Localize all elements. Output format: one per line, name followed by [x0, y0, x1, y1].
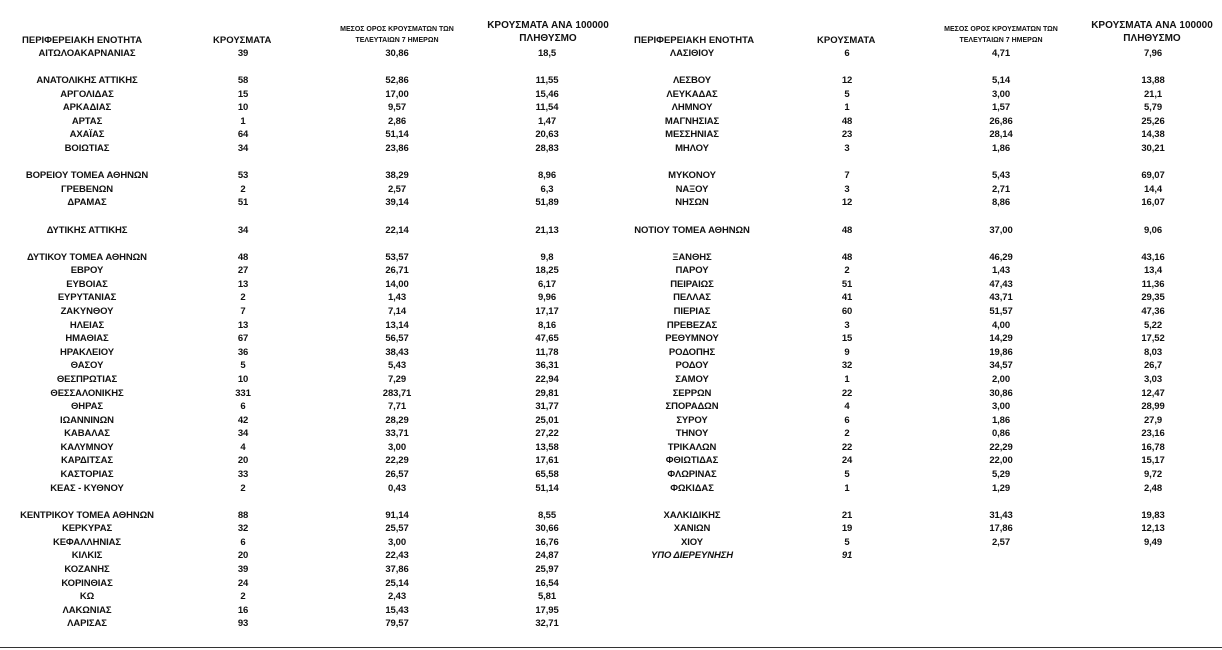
left-table-avg7-cell: 33,71	[385, 428, 409, 440]
left-table-cases-cell: 20	[237, 455, 249, 467]
left-table-cases-cell: 67	[237, 333, 249, 345]
left-table-region-cell: ΑΧΑΪΑΣ	[69, 129, 105, 141]
right-table-avg7-cell: 1,29	[991, 482, 1011, 494]
left-table-region-cell: ΚΙΛΚΙΣ	[71, 550, 103, 562]
right-table-per100k-cell: 8,03	[1143, 346, 1163, 358]
left-table-per100k-cell: 51,89	[535, 197, 559, 209]
right-table-cases-cell: 3	[844, 143, 850, 155]
right-table-avg7-cell: 43,71	[989, 292, 1013, 304]
left-table-avg7-cell: 38,29	[385, 170, 409, 182]
right-table-region-cell: ΝΟΤΙΟΥ ΤΟΜΕΑ ΑΘΗΝΩΝ	[634, 224, 750, 236]
left-table-cases-cell: 24	[237, 577, 249, 589]
left-table-per100k-cell: 32,71	[535, 618, 559, 630]
left-table-cases-cell: 1	[240, 115, 246, 127]
right-table-cases-cell: 7	[844, 170, 850, 182]
right-table-avg7-cell: 19,86	[989, 346, 1013, 358]
left-table-cases-cell: 39	[237, 48, 249, 59]
right-table-avg7-cell: 3,00	[991, 401, 1011, 413]
right-table-region-cell: ΝΑΞΟΥ	[675, 183, 709, 195]
left-table-per100k-cell: 11,55	[535, 75, 559, 87]
right-table-per100k-cell: 69,07	[1141, 170, 1165, 182]
right-table-region-cell: ΛΑΣΙΘΙΟΥ	[669, 48, 715, 59]
left-table-region-cell: ΚΟΡΙΝΘΙΑΣ	[61, 577, 113, 589]
right-table-cases-cell: 15	[841, 333, 853, 345]
left-table-per100k-cell: 25,97	[535, 564, 559, 576]
left-table-region-cell: ΚΑΡΔΙΤΣΑΣ	[61, 455, 113, 467]
right-table-avg7-cell: 2,00	[991, 373, 1011, 385]
left-table-region-cell: ΑΝΑΤΟΛΙΚΗΣ ΑΤΤΙΚΗΣ	[36, 75, 138, 87]
left-table-region-cell: ΔΥΤΙΚΗΣ ΑΤΤΙΚΗΣ	[46, 224, 128, 236]
right-table-region-cell: ΜΑΓΝΗΣΙΑΣ	[664, 115, 720, 127]
right-table-region-cell: ΡΟΔΟΥ	[675, 360, 709, 372]
left-header-cases: ΚΡΟΥΣΜΑΤΑ	[213, 35, 272, 46]
right-table-region-cell: ΠΕΛΛΑΣ	[673, 292, 711, 304]
left-table-per100k-cell: 18,5	[537, 48, 557, 59]
left-table-per100k-cell: 27,22	[535, 428, 559, 440]
right-table-avg7-cell: 3,00	[991, 88, 1011, 100]
right-table-avg7-cell: 8,86	[991, 197, 1011, 209]
left-table-per100k-cell: 31,77	[535, 401, 559, 413]
left-table-cases-cell: 51	[237, 197, 249, 209]
left-table-avg7-cell: 79,57	[385, 618, 409, 630]
right-table-per100k-cell: 19,83	[1141, 509, 1165, 521]
left-table-region-cell: ΑΡΓΟΛΙΔΑΣ	[60, 88, 114, 100]
left-table-cases-cell: 6	[240, 401, 246, 413]
right-table-region-cell: ΛΕΥΚΑΔΑΣ	[666, 88, 718, 100]
left-table-per100k-cell: 15,46	[535, 88, 559, 100]
right-table-avg7-cell: 1,57	[991, 102, 1011, 114]
right-table-cases-cell: 51	[841, 278, 853, 290]
left-table-avg7-cell: 15,43	[385, 604, 409, 616]
right-table-per100k-cell: 5,79	[1143, 102, 1163, 114]
left-table-per100k-cell: 8,55	[537, 509, 557, 521]
right-table-cases-cell: 60	[841, 306, 853, 318]
left-table-region-cell: ΚΑΣΤΟΡΙΑΣ	[60, 468, 114, 480]
right-table-per100k-cell: 13,88	[1141, 75, 1165, 87]
right-header-region: ΠΕΡΙΦΕΡΕΙΑΚΗ ΕΝΟΤΗΤΑ	[634, 35, 755, 46]
left-table-region-cell: ΚΑΒΑΛΑΣ	[64, 428, 110, 440]
right-table-region-cell: ΤΡΙΚΑΛΩΝ	[667, 441, 717, 453]
left-table-region-cell: ΘΗΡΑΣ	[71, 401, 103, 413]
left-table-avg7-cell: 26,57	[385, 468, 409, 480]
left-table-cases-cell: 6	[240, 536, 246, 548]
right-table-avg7-cell: 5,43	[991, 170, 1011, 182]
right-table-region-cell: ΣΥΡΟΥ	[676, 414, 708, 426]
left-table-cases-cell: 16	[237, 604, 249, 616]
left-table-avg7-cell: 28,29	[385, 414, 409, 426]
left-table-per100k-cell: 16,54	[535, 577, 559, 589]
right-table-cases-cell: 3	[844, 183, 850, 195]
right-table-per100k-cell: 16,07	[1141, 197, 1165, 209]
left-table-avg7-cell: 23,86	[385, 143, 409, 155]
left-header-per100k: ΚΡΟΥΣΜΑΤΑ ΑΝΑ 100000 ΠΛΗΘΥΣΜΟ	[487, 20, 609, 44]
left-table-cases-cell: 33	[237, 468, 249, 480]
left-table-avg7-cell: 91,14	[385, 509, 409, 521]
right-table-per100k-cell: 26,7	[1143, 360, 1163, 372]
left-table-per100k-cell: 25,01	[535, 414, 559, 426]
left-table-cases-cell: 88	[237, 509, 249, 521]
left-table-avg7-cell: 52,86	[385, 75, 409, 87]
left-table-avg7-cell: 7,14	[387, 306, 407, 318]
left-table-region-cell: ΘΕΣΣΑΛΟΝΙΚΗΣ	[50, 387, 124, 399]
left-table-avg7-cell: 0,43	[387, 482, 407, 494]
right-table-per100k-cell: 15,17	[1141, 455, 1165, 467]
left-table-region-cell: ΔΥΤΙΚΟΥ ΤΟΜΕΑ ΑΘΗΝΩΝ	[27, 251, 147, 263]
left-table-cases-cell: 2	[240, 482, 246, 494]
left-table-cases-cell: 42	[237, 414, 249, 426]
left-table-region-cell: ΚΕΦΑΛΛΗΝΙΑΣ	[52, 536, 122, 548]
right-table-avg7-cell: 2,57	[991, 536, 1011, 548]
left-table-region-cell: ΑΡΤΑΣ	[71, 115, 103, 127]
right-table-per100k-cell: 9,72	[1143, 468, 1163, 480]
right-table-cases-cell: 1	[844, 373, 850, 385]
right-table-cases-cell: 12	[841, 75, 853, 87]
right-table-per100k-cell: 11,36	[1141, 278, 1165, 290]
right-table-avg7-cell: 22,00	[989, 455, 1013, 467]
right-table-cases-cell: 4	[844, 401, 850, 413]
left-table-per100k-cell: 17,17	[535, 306, 559, 318]
right-table-cases-cell: 1	[844, 102, 850, 114]
left-table-cases-cell: 10	[237, 102, 249, 114]
right-table-region-cell: ΥΠΟ ΔΙΕΡΕΥΝΗΣΗ	[651, 550, 733, 562]
left-table-region-cell: ΚΑΛΥΜΝΟΥ	[60, 441, 114, 453]
right-table-region-cell: ΦΘΙΩΤΙΔΑΣ	[665, 455, 719, 467]
left-table-avg7-cell: 13,14	[385, 319, 409, 331]
left-header-avg7: ΜΕΣΟΣ ΟΡΟΣ ΚΡΟΥΣΜΑΤΩΝ ΤΩΝ ΤΕΛΕΥΤΑΙΩΝ 7 ΗΜΕΡΩΝ	[340, 26, 454, 44]
right-table-region-cell: ΣΠΟΡΑΔΩΝ	[665, 401, 719, 413]
right-table-per100k-cell: 12,47	[1141, 387, 1165, 399]
right-table-avg7-cell: 1,43	[991, 265, 1011, 277]
right-table-avg7-cell: 26,86	[989, 115, 1013, 127]
right-table-per100k-cell: 3,03	[1143, 373, 1163, 385]
right-table-avg7-cell: 34,57	[989, 360, 1013, 372]
left-table-region-cell: ΗΛΕΙΑΣ	[69, 319, 105, 331]
left-table-region-cell: ΒΟΡΕΙΟΥ ΤΟΜΕΑ ΑΘΗΝΩΝ	[25, 170, 149, 182]
right-table-avg7-cell: 4,00	[991, 319, 1011, 331]
left-table-per100k-cell: 30,66	[535, 523, 559, 535]
right-table-avg7-cell: 47,43	[989, 278, 1013, 290]
left-table-region-cell: ΛΑΡΙΣΑΣ	[67, 618, 107, 630]
right-table-region-cell: ΣΑΜΟΥ	[675, 373, 709, 385]
left-table-cases-cell: 20	[237, 550, 249, 562]
left-table-per100k-cell: 13,58	[535, 441, 559, 453]
right-table-per100k-cell: 14,38	[1141, 129, 1165, 141]
right-table-avg7-cell: 5,14	[991, 75, 1011, 87]
right-table-avg7-cell: 30,86	[989, 387, 1013, 399]
left-table-avg7-cell: 2,57	[387, 183, 407, 195]
left-table-avg7-cell: 14,00	[385, 278, 409, 290]
right-table-avg7-cell: 2,71	[991, 183, 1011, 195]
right-table-per100k-cell: 9,06	[1143, 224, 1163, 236]
left-table-region-cell: ΓΡΕΒΕΝΩΝ	[60, 183, 114, 195]
left-table-region-cell: ΘΑΣΟΥ	[70, 360, 104, 372]
left-table-region-cell: ΚΕΝΤΡΙΚΟΥ ΤΟΜΕΑ ΑΘΗΝΩΝ	[20, 509, 154, 521]
left-table-cases-cell: 331	[235, 387, 251, 399]
right-table-avg7-cell: 1,86	[991, 143, 1011, 155]
left-table-avg7-cell: 25,57	[385, 523, 409, 535]
right-table-per100k-cell: 43,16	[1141, 251, 1165, 263]
right-table-region-cell: ΝΗΣΩΝ	[675, 197, 709, 209]
left-table-cases-cell: 64	[237, 129, 249, 141]
left-table-per100k-cell: 18,25	[535, 265, 559, 277]
left-table-cases-cell: 10	[237, 373, 249, 385]
right-table-cases-cell: 5	[844, 536, 850, 548]
right-table-per100k-cell: 5,22	[1143, 319, 1163, 331]
left-table-per100k-cell: 17,61	[535, 455, 559, 467]
right-table-cases-cell: 48	[841, 115, 853, 127]
left-table-per100k-cell: 11,54	[535, 102, 559, 114]
left-table-per100k-cell: 24,87	[535, 550, 559, 562]
left-table-cases-cell: 48	[237, 251, 249, 263]
left-table-avg7-cell: 22,14	[385, 224, 409, 236]
right-table-cases-cell: 12	[841, 197, 853, 209]
left-table-avg7-cell: 2,86	[387, 115, 407, 127]
right-table-region-cell: ΧΙΟΥ	[680, 536, 704, 548]
right-table-cases-cell: 23	[841, 129, 853, 141]
right-table-region-cell: ΛΗΜΝΟΥ	[671, 102, 713, 114]
right-table-region-cell: ΡΕΘΥΜΝΟΥ	[665, 333, 719, 345]
right-table-per100k-cell: 21,1	[1143, 88, 1163, 100]
right-table-avg7-cell: 14,29	[989, 333, 1013, 345]
right-table-region-cell: ΠΙΕΡΙΑΣ	[673, 306, 711, 318]
left-table-avg7-cell: 39,14	[385, 197, 409, 209]
right-table-region-cell: ΞΑΝΘΗΣ	[672, 251, 712, 263]
left-table-per100k-cell: 21,13	[535, 224, 559, 236]
left-table-per100k-cell: 9,8	[540, 251, 554, 263]
right-table-avg7-cell: 17,86	[989, 523, 1013, 535]
left-table-avg7-cell: 26,71	[385, 265, 409, 277]
right-table-per100k-cell: 13,4	[1143, 265, 1163, 277]
left-table-region-cell: ΗΡΑΚΛΕΙΟΥ	[59, 346, 115, 358]
left-table-avg7-cell: 56,57	[385, 333, 409, 345]
right-table-per100k-cell: 12,13	[1141, 523, 1165, 535]
left-table-region-cell: ΖΑΚΥΝΘΟΥ	[60, 306, 114, 318]
left-table-region-cell: ΛΑΚΩΝΙΑΣ	[62, 604, 112, 616]
right-table-cases-cell: 32	[841, 360, 853, 372]
left-table-cases-cell: 32	[237, 523, 249, 535]
left-table-avg7-cell: 9,57	[387, 102, 407, 114]
left-table-region-cell: ΑΙΤΩΛΟΑΚΑΡΝΑΝΙΑΣ	[38, 48, 136, 59]
left-table-avg7-cell: 53,57	[385, 251, 409, 263]
right-table-region-cell: ΜΕΣΣΗΝΙΑΣ	[665, 129, 719, 141]
left-table-per100k-cell: 22,94	[535, 373, 559, 385]
right-table-region-cell: ΤΗΝΟΥ	[675, 428, 709, 440]
left-table-per100k-cell: 9,96	[537, 292, 557, 304]
right-table-cases-cell: 2	[844, 428, 850, 440]
right-table-avg7-cell: 22,29	[989, 441, 1013, 453]
right-table-cases-cell: 22	[841, 387, 853, 399]
left-table-cases-cell: 5	[240, 360, 246, 372]
right-table-cases-cell: 91	[841, 550, 853, 562]
right-header-per100k: ΚΡΟΥΣΜΑΤΑ ΑΝΑ 100000 ΠΛΗΘΥΣΜΟ	[1091, 20, 1213, 44]
left-table-cases-cell: 27	[237, 265, 249, 277]
right-table-region-cell: ΦΩΚΙΔΑΣ	[670, 482, 714, 494]
right-table-cases-cell: 48	[841, 224, 853, 236]
left-table-cases-cell: 13	[237, 319, 249, 331]
left-table-cases-cell: 2	[240, 591, 246, 603]
right-table-region-cell: ΧΑΛΚΙΔΙΚΗΣ	[663, 509, 721, 521]
right-table-cases-cell: 22	[841, 441, 853, 453]
left-table-avg7-cell: 1,43	[387, 292, 407, 304]
left-table-per100k-cell: 28,83	[535, 143, 559, 155]
right-table-per100k-cell: 27,9	[1143, 414, 1163, 426]
left-table-region-cell: ΕΥΒΟΙΑΣ	[66, 278, 108, 290]
right-table-avg7-cell: 31,43	[989, 509, 1013, 521]
left-table-per100k-cell: 6,3	[540, 183, 554, 195]
right-table-cases-cell: 21	[841, 509, 853, 521]
left-table-per100k-cell: 16,76	[535, 536, 559, 548]
left-table-cases-cell: 2	[240, 292, 246, 304]
left-table-cases-cell: 53	[237, 170, 249, 182]
left-table-avg7-cell: 37,86	[385, 564, 409, 576]
left-table-region-cell: ΗΜΑΘΙΑΣ	[65, 333, 109, 345]
left-table-avg7-cell: 283,71	[382, 387, 412, 399]
right-table-cases-cell: 6	[844, 414, 850, 426]
right-table-region-cell: ΜΥΚΟΝΟΥ	[668, 170, 716, 182]
left-table-per100k-cell: 6,17	[537, 278, 557, 290]
left-table-avg7-cell: 3,00	[387, 441, 407, 453]
left-table-per100k-cell: 5,81	[537, 591, 557, 603]
right-table-cases-cell: 5	[844, 468, 850, 480]
left-table-cases-cell: 39	[237, 564, 249, 576]
right-table-per100k-cell: 23,16	[1141, 428, 1165, 440]
right-table-per100k-cell: 7,96	[1143, 48, 1163, 59]
right-table-region-cell: ΠΡΕΒΕΖΑΣ	[666, 319, 718, 331]
right-table-region-cell: ΠΕΙΡΑΙΩΣ	[670, 278, 714, 290]
right-table-per100k-cell: 29,35	[1141, 292, 1165, 304]
right-table-cases-cell: 24	[841, 455, 853, 467]
right-header-avg7: ΜΕΣΟΣ ΟΡΟΣ ΚΡΟΥΣΜΑΤΩΝ ΤΩΝ ΤΕΛΕΥΤΑΙΩΝ 7 ΗΜΕΡΩΝ	[944, 26, 1058, 44]
left-table-per100k-cell: 8,16	[537, 319, 557, 331]
right-table-cases-cell: 3	[844, 319, 850, 331]
left-table-per100k-cell: 36,31	[535, 360, 559, 372]
left-table-cases-cell: 93	[237, 618, 249, 630]
right-header-cases: ΚΡΟΥΣΜΑΤΑ	[817, 35, 876, 46]
right-table-cases-cell: 19	[841, 523, 853, 535]
left-table-per100k-cell: 17,95	[535, 604, 559, 616]
right-table-avg7-cell: 51,57	[989, 306, 1013, 318]
left-table-avg7-cell: 17,00	[385, 88, 409, 100]
left-table-region-cell: ΚΟΖΑΝΗΣ	[64, 564, 110, 576]
left-table-avg7-cell: 22,43	[385, 550, 409, 562]
left-table-per100k-cell: 29,81	[535, 387, 559, 399]
right-table-avg7-cell: 46,29	[989, 251, 1013, 263]
left-table-cases-cell: 7	[240, 306, 246, 318]
right-table-region-cell: ΡΟΔΟΠΗΣ	[668, 346, 716, 358]
left-table-region-cell: ΚΩ	[79, 591, 95, 603]
left-table-per100k-cell: 1,47	[537, 115, 557, 127]
right-table-avg7-cell: 1,86	[991, 414, 1011, 426]
right-table-per100k-cell: 30,21	[1141, 143, 1165, 155]
left-table-region-cell: ΚΕΡΚΥΡΑΣ	[61, 523, 113, 535]
right-table-per100k-cell: 2,48	[1143, 482, 1163, 494]
left-table-cases-cell: 34	[237, 224, 249, 236]
left-table-cases-cell: 58	[237, 75, 249, 87]
right-table-cases-cell: 48	[841, 251, 853, 263]
right-table-avg7-cell: 5,29	[991, 468, 1011, 480]
left-table-region-cell: ΔΡΑΜΑΣ	[67, 197, 107, 209]
left-table-cases-cell: 36	[237, 346, 249, 358]
left-table-avg7-cell: 5,43	[387, 360, 407, 372]
left-table-per100k-cell: 47,65	[535, 333, 559, 345]
left-table-per100k-cell: 11,78	[535, 346, 559, 358]
right-table-per100k-cell: 25,26	[1141, 115, 1165, 127]
left-table-avg7-cell: 38,43	[385, 346, 409, 358]
left-table-cases-cell: 34	[237, 428, 249, 440]
left-table-avg7-cell: 30,86	[385, 48, 409, 59]
right-table-region-cell: ΣΕΡΡΩΝ	[672, 387, 712, 399]
right-table-region-cell: ΦΛΩΡΙΝΑΣ	[667, 468, 717, 480]
left-table-per100k-cell: 65,58	[535, 468, 559, 480]
right-table-per100k-cell: 17,52	[1141, 333, 1165, 345]
right-table-region-cell: ΛΕΣΒΟΥ	[672, 75, 712, 87]
left-table-avg7-cell: 7,71	[387, 401, 407, 413]
right-table-cases-cell: 6	[844, 48, 850, 59]
right-table-per100k-cell: 28,99	[1141, 401, 1165, 413]
right-table-cases-cell: 1	[844, 482, 850, 494]
left-table-avg7-cell: 22,29	[385, 455, 409, 467]
left-table-cases-cell: 15	[237, 88, 249, 100]
right-table-per100k-cell: 16,78	[1141, 441, 1165, 453]
left-table-cases-cell: 4	[240, 441, 246, 453]
right-table-per100k-cell: 47,36	[1141, 306, 1165, 318]
left-table-cases-cell: 13	[237, 278, 249, 290]
right-table-avg7-cell: 4,71	[991, 48, 1011, 59]
left-table-avg7-cell: 3,00	[387, 536, 407, 548]
right-table-cases-cell: 41	[841, 292, 853, 304]
left-table-region-cell: ΕΒΡΟΥ	[70, 265, 104, 277]
left-table-avg7-cell: 25,14	[385, 577, 409, 589]
left-table-region-cell: ΙΩΑΝΝΙΝΩΝ	[60, 414, 114, 426]
left-table-avg7-cell: 51,14	[385, 129, 409, 141]
right-table-avg7-cell: 28,14	[989, 129, 1013, 141]
left-table-region-cell: ΕΥΡΥΤΑΝΙΑΣ	[57, 292, 117, 304]
right-table-per100k-cell: 9,49	[1143, 536, 1163, 548]
right-table-region-cell: ΧΑΝΙΩΝ	[673, 523, 711, 535]
left-table-cases-cell: 2	[240, 183, 246, 195]
left-table-per100k-cell: 20,63	[535, 129, 559, 141]
left-table-avg7-cell: 2,43	[387, 591, 407, 603]
left-table-region-cell: ΘΕΣΠΡΩΤΙΑΣ	[56, 373, 118, 385]
right-table-region-cell: ΠΑΡΟΥ	[675, 265, 709, 277]
left-table-cases-cell: 34	[237, 143, 249, 155]
right-table-per100k-cell: 14,4	[1143, 183, 1163, 195]
left-table-avg7-cell: 7,29	[387, 373, 407, 385]
right-table-region-cell: ΜΗΛΟΥ	[675, 143, 709, 155]
left-header-region: ΠΕΡΙΦΕΡΕΙΑΚΗ ΕΝΟΤΗΤΑ	[22, 35, 143, 46]
left-table-region-cell: ΚΕΑΣ - ΚΥΘΝΟΥ	[50, 482, 124, 494]
right-table-avg7-cell: 0,86	[991, 428, 1011, 440]
left-table-region-cell: ΑΡΚΑΔΙΑΣ	[62, 102, 112, 114]
right-table-cases-cell: 5	[844, 88, 850, 100]
left-table-per100k-cell: 8,96	[537, 170, 557, 182]
right-table-cases-cell: 9	[844, 346, 850, 358]
right-table-cases-cell: 2	[844, 265, 850, 277]
right-table-avg7-cell: 37,00	[989, 224, 1013, 236]
left-table-per100k-cell: 51,14	[535, 482, 559, 494]
left-table-region-cell: ΒΟΙΩΤΙΑΣ	[64, 143, 110, 155]
bottom-rule	[0, 647, 1222, 648]
